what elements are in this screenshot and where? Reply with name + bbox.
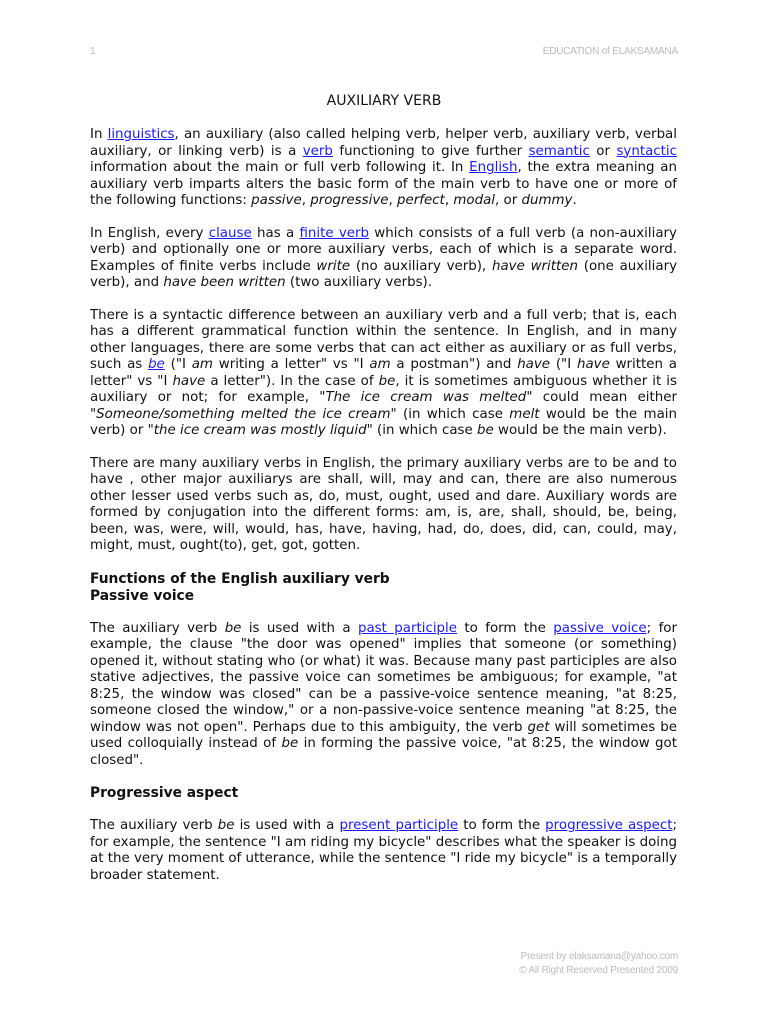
link-present-participle[interactable]: present participle: [339, 818, 459, 833]
link-past-participle[interactable]: past participle: [357, 620, 458, 636]
link-passive-voice[interactable]: passive voice: [553, 620, 647, 636]
link-verb[interactable]: verb: [302, 143, 333, 159]
paragraph-syntactic-difference: There is a syntactic difference between an auxiliary verb and a full verb; that is, each has a different grammatical function within the sentence. In English, and in many other languages, there are some verbs that can act either as auxiliary or as full verbs, such as be ("I am writing a letter" vs "I am a postman") and have ("I have written a letter" vs "I have a letter"). In the case of be, it is sometimes ambiguous whether it is auxiliary or not; for example, "The ice cream was melted" could mean either "Someone/something melted the ice cream" (in which case melt would be the main verb) or "the ice cream was mostly liquid" (in which case be would be the main verb).: [90, 307, 678, 438]
heading-passive-voice: Passive voice: [90, 587, 195, 604]
heading-functions: Functions of the English auxiliary verb: [90, 570, 390, 587]
article-body: [90, 127, 677, 900]
link-english[interactable]: English: [469, 160, 518, 175]
link-finite-verb[interactable]: finite verb: [299, 225, 370, 241]
paragraph-progressive-aspect: The auxiliary verb be is used with a present participle to form the progressive aspect; for example, the sentence "I am riding my bicycle" describes what the speaker is doing at the very moment of utterance, while the sentence "I ride my bicycle" is a temporally broader statement.: [90, 818, 677, 883]
paragraph-intro: In linguistics, an auxiliary (also called helping verb, helper verb, auxiliary verb, verbal auxiliary, or linking verb) is a verb functioning to give further semantic or syntactic information about the main or full verb following it. In English, the extra meaning an auxiliary verb imparts alters the basic form of the main verb to have one or more of the following functions: passive, progressive, perfect, modal, or dummy.: [90, 127, 677, 208]
footer-copyright: © All Right Reserved Presented 2009: [519, 965, 678, 976]
link-progressive-aspect[interactable]: progressive aspect: [545, 818, 673, 833]
paragraph-finite-verbs: In English, every clause has a finite verb which consists of a full verb (a non-auxiliary verb) and optionally one or more auxiliary verbs, each of which is a separate word. Examples of finite verbs include write (no auxiliary verb), have written (one auxiliary verb), and have been written (two auxiliary verbs).: [90, 225, 677, 290]
header-source: EDUCATION of ELAKSAMANA: [542, 46, 678, 57]
link-clause[interactable]: clause: [208, 225, 252, 241]
paragraph-auxiliary-list: There are many auxiliary verbs in English, the primary auxiliary verbs are to be and to have , other major auxiliarys are shall, will, may and can, there are also numerous other lesser used verbs such as, do, must, ought, used and dare. Auxiliary words are formed by conjugation into the different forms: am, is, are, shall, should, be, being, been, was, were, will, would, has, have, having, had, do, does, did, can, could, may, might, must, ought(to), get, got, gotten.: [90, 455, 677, 553]
link-semantic[interactable]: semantic: [528, 143, 590, 159]
link-linguistics[interactable]: linguistics: [107, 127, 175, 142]
page-number: 1: [90, 46, 96, 57]
paragraph-passive-voice: The auxiliary verb be is used with a past participle to form the passive voice; for example, the clause "the door was opened" implies that someone (or something) opened it, without stating who (or what) it was. Because many past participles are also stative adjectives, the passive voice can sometimes be ambiguous; for example, "at 8:25, the window was closed" can be a passive-voice sentence meaning, "at 8:25, someone closed the window," or a non-passive-voice sentence meaning "at 8:25, the window was not open". Perhaps due to this ambiguity, the verb get will sometimes be used colloquially instead of be in forming the passive voice, "at 8:25, the window got closed".: [90, 620, 677, 768]
footer-presenter: Present by elaksamana@yahoo.com: [520, 951, 678, 962]
link-syntactic[interactable]: syntactic: [616, 143, 677, 159]
link-be[interactable]: be: [148, 357, 165, 372]
heading-progressive-aspect: Progressive aspect: [90, 785, 239, 801]
page-title: AUXILIARY VERB: [326, 93, 442, 109]
